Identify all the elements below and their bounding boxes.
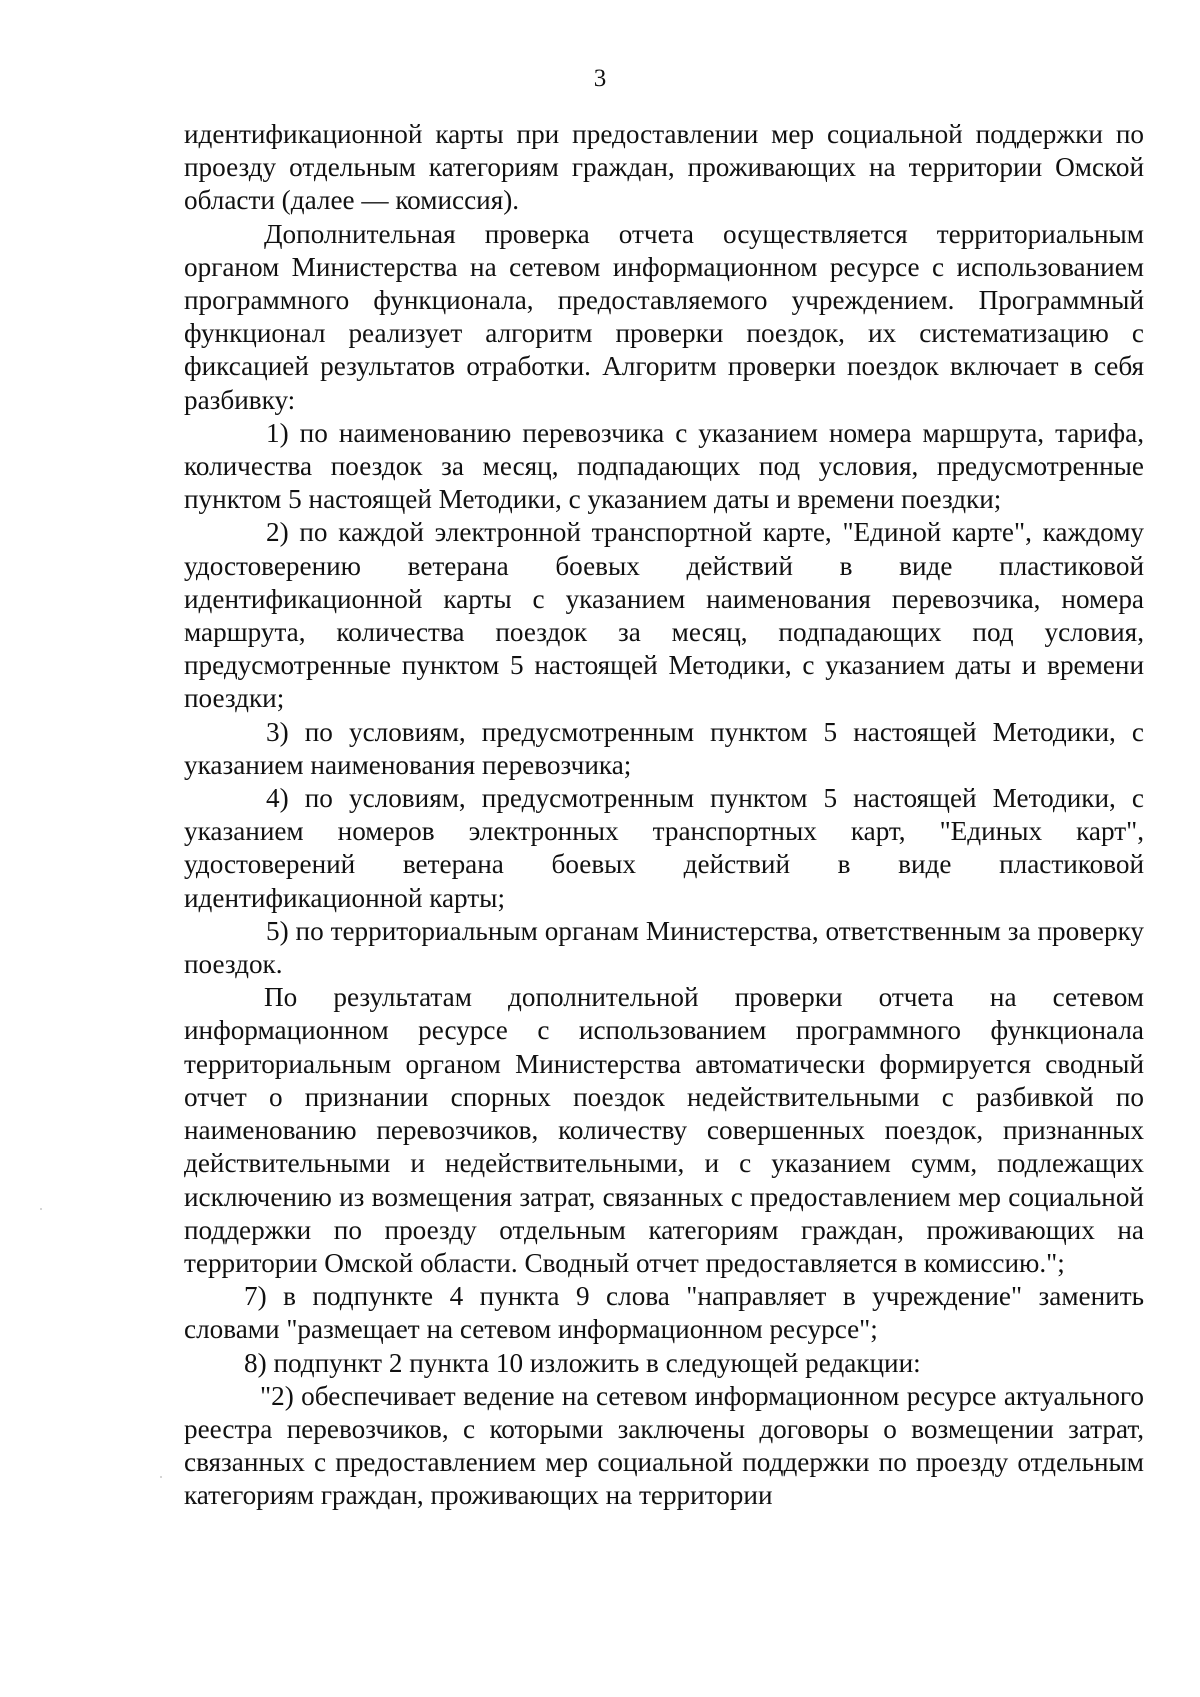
scan-artifact [160, 1476, 162, 1478]
list-item-3: 3) по условиям, предусмотренным пунктом 5 настоящей Методики, с указанием наименования перевозчика; [184, 716, 1144, 780]
list-item-2: 2) по каждой электронной транспортной карте, "Единой карте", каждому удостоверению ветерана боевых действий в виде пластиковой идентификационной карты с указанием наименования перевозчика, номера маршрута, количества поездок за месяц, подпадающих под условия, предусмотренные пунктом 5 настоящей Методики, с указанием даты и времени поездки; [184, 517, 1144, 714]
list-item-1: 1) по наименованию перевозчика с указанием номера маршрута, тарифа, количества поездок за месяц, подпадающих под условия, предусмотренные пунктом 5 настоящей Методики, с указанием даты и времени поездки; [184, 417, 1144, 515]
paragraph-continuation: идентификационной карты при предоставлении мер социальной поддержки по проезду отдельным категориям граждан, проживающих на территории Омской области (далее — комиссия). [184, 119, 1144, 216]
scan-artifact [40, 1208, 42, 1210]
paragraph-results: По результатам дополнительной проверки отчета на сетевом информационном ресурсе с использованием программного функционала территориальным органом Министерства автоматически формируется сводный отчет о признании спорных поездок недействительными с разбивкой по наименованию перевозчиков, количеству совершенных поездок, признанных действительными и недействительными, и с указанием сумм, подлежащих исключению из возмещения затрат, связанных с предоставлением мер социальной поддержки по проезду отдельным категориям граждан, проживающих на территории Омской области. Сводный отчет предоставляется в комиссию."; [184, 982, 1144, 1278]
amendment-quoted-text: "2) обеспечивает ведение на сетевом информационном ресурсе актуального реестра перевозчиков, с которыми заключены договоры о возмещении затрат, связанных с предоставлением мер социальной поддержки по проезду отдельным категориям граждан, проживающих на территории [184, 1380, 1144, 1511]
list-item-4: 4) по условиям, предусмотренным пунктом 5 настоящей Методики, с указанием номеров электронных транспортных карт, "Единых карт", удостоверений ветерана боевых действий в виде пластиковой идентификационной карты; [184, 783, 1144, 913]
amendment-item-8: 8) подпункт 2 пункта 10 изложить в следующей редакции: [244, 1347, 921, 1378]
list-item-5: 5) по территориальным органам Министерства, ответственным за проверку поездок. [184, 915, 1144, 980]
paragraph-additional-check: Дополнительная проверка отчета осуществляется территориальным органом Министерства на сетевом информационном ресурсе с использованием программного функционала, предоставляемого учреждением. Программный функционал реализует алгоритм проверки поездок, их систематизацию с фиксацией результатов отработки. Алгоритм проверки поездок включает в себя разбивку: [184, 218, 1144, 415]
document-body [184, 118, 1144, 1513]
amendment-item-7: 7) в подпункте 4 пункта 9 слова "направляет в учреждение" заменить словами "размещает на сетевом информационном ресурсе"; [184, 1281, 1144, 1345]
page-number: 3 [593, 65, 607, 92]
